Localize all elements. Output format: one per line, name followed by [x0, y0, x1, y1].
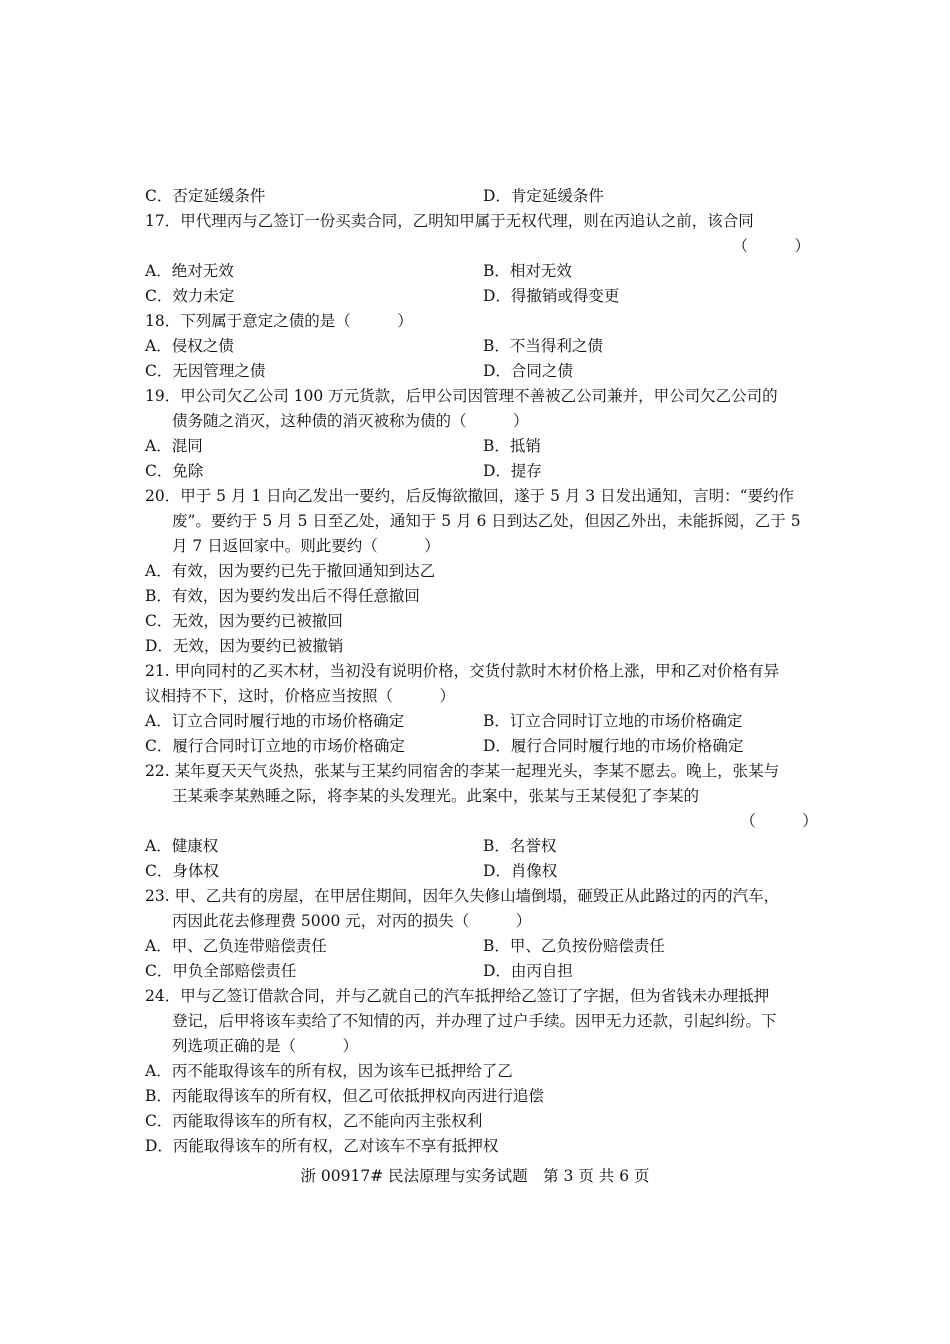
option-right: D．肯定延缓条件 — [483, 187, 604, 205]
question-stem: 21. 甲向同村的乙买木材，当初没有说明价格，交货付款时木材价格上涨，甲和乙对价格有异 — [145, 662, 780, 680]
option-right: D．合同之债 — [483, 362, 573, 380]
option-row — [145, 459, 810, 484]
option-row — [145, 284, 810, 309]
option-left: A．健康权 — [145, 837, 219, 855]
option-left: A．订立合同时履行地的市场价格确定 — [145, 712, 405, 730]
page-footer: 浙 00917# 民法原理与实务试题 第 3 页 共 6 页 — [300, 1167, 650, 1185]
option-right: B．抵销 — [483, 437, 541, 455]
option-left: C．身体权 — [145, 862, 219, 880]
option-line: D．丙能取得该车的所有权，乙对该车不享有抵押权 — [145, 1137, 499, 1155]
question-stem: 19．甲公司欠乙公司 100 万元货款，后甲公司因管理不善被乙公司兼并，甲公司欠乙公司的 — [145, 387, 778, 405]
option-left: C．履行合同时订立地的市场价格确定 — [145, 737, 405, 755]
question-continuation: 废”。要约于 5 月 5 日至乙处，通知于 5 月 6 日到达乙处，但因乙外出，未能拆阅，乙于 5 — [172, 512, 801, 530]
question-continuation: 登记，后甲将该车卖给了不知情的丙，并办理了过户手续。因甲无力还款，引起纠纷。下 — [172, 1012, 777, 1030]
option-right: B．不当得利之债 — [483, 337, 603, 355]
option-right: D．肖像权 — [483, 862, 558, 880]
option-line: A．有效，因为要约已先于撤回通知到达乙 — [145, 562, 436, 580]
option-right: B．订立合同时订立地的市场价格确定 — [483, 712, 743, 730]
question-stem: 22. 某年夏天天气炎热，张某与王某约同宿舍的李某一起理光头，李某不愿去。晚上，张某与 — [145, 762, 780, 780]
option-right: D．得撤销或得变更 — [483, 287, 620, 305]
option-left: C．否定延缓条件 — [145, 187, 266, 205]
question-continuation: 列选项正确的是（ ） — [172, 1037, 359, 1055]
option-left: A．侵权之债 — [145, 337, 234, 355]
answer-bracket: （ ） — [732, 237, 810, 255]
option-left: A．混同 — [145, 437, 203, 455]
option-right: B．甲、乙负按份赔偿责任 — [483, 937, 665, 955]
question-stem: 24．甲与乙签订借款合同，并与乙就自己的汽车抵押给乙签订了字据，但为省钱未办理抵押 — [145, 987, 770, 1005]
question-stem: 23. 甲、乙共有的房屋，在甲居住期间，因年久失修山墙倒塌，砸毁正从此路过的丙的汽车， — [145, 887, 780, 905]
option-left: A．绝对无效 — [145, 262, 234, 280]
option-right: B．相对无效 — [483, 262, 572, 280]
option-left: C．无因管理之债 — [145, 362, 266, 380]
option-line: A．丙不能取得该车的所有权，因为该车已抵押给了乙 — [145, 1062, 513, 1080]
option-row — [145, 934, 810, 959]
option-right: D．履行合同时履行地的市场价格确定 — [483, 737, 744, 755]
option-right: D．由丙自担 — [483, 962, 573, 980]
option-row — [145, 959, 810, 984]
answer-bracket: （ ） — [740, 812, 826, 830]
option-row — [145, 834, 810, 859]
option-line: D．无效，因为要约已被撤销 — [145, 637, 344, 655]
option-right: D．提存 — [483, 462, 542, 480]
question-stem: 议相持不下，这时，价格应当按照（ ） — [145, 687, 456, 705]
option-line: B．有效，因为要约发出后不得任意撤回 — [145, 587, 420, 605]
option-row — [145, 734, 810, 759]
question-stem: 20．甲于 5 月 1 日向乙发出一要约，后反悔欲撤回，遂于 5 月 3 日发出通知，言明：“要约作 — [145, 487, 795, 505]
option-left: C．免除 — [145, 462, 204, 480]
option-row — [145, 709, 810, 734]
option-line: C．无效，因为要约已被撤回 — [145, 612, 343, 630]
option-left: A．甲、乙负连带赔偿责任 — [145, 937, 327, 955]
option-line: C．丙能取得该车的所有权，乙不能向丙主张权利 — [145, 1112, 483, 1130]
question-continuation: 丙因此花去修理费 5000 元，对丙的损失（ ） — [172, 912, 532, 930]
question-stem: 17．甲代理丙与乙签订一份买卖合同，乙明知甲属于无权代理，则在丙追认之前，该合同 — [145, 212, 754, 230]
option-row — [145, 359, 810, 384]
exam-page-body — [145, 184, 826, 1159]
question-stem: 18．下列属于意定之债的是（ ） — [145, 312, 413, 330]
option-left: C．效力未定 — [145, 287, 235, 305]
option-right: B．名誉权 — [483, 837, 557, 855]
option-row — [145, 434, 810, 459]
question-continuation: 月 7 日返回家中。则此要约（ ） — [172, 537, 440, 555]
option-row — [145, 259, 810, 284]
option-line: B．丙能取得该车的所有权，但乙可依抵押权向丙进行追偿 — [145, 1087, 544, 1105]
option-left: C．甲负全部赔偿责任 — [145, 962, 297, 980]
option-row — [145, 184, 810, 209]
option-row — [145, 859, 810, 884]
question-continuation: 王某乘李某熟睡之际，将李某的头发理光。此案中，张某与王某侵犯了李某的 — [172, 787, 700, 805]
question-continuation: 债务随之消灭，这种债的消灭被称为债的（ ） — [172, 412, 529, 430]
option-row — [145, 334, 810, 359]
